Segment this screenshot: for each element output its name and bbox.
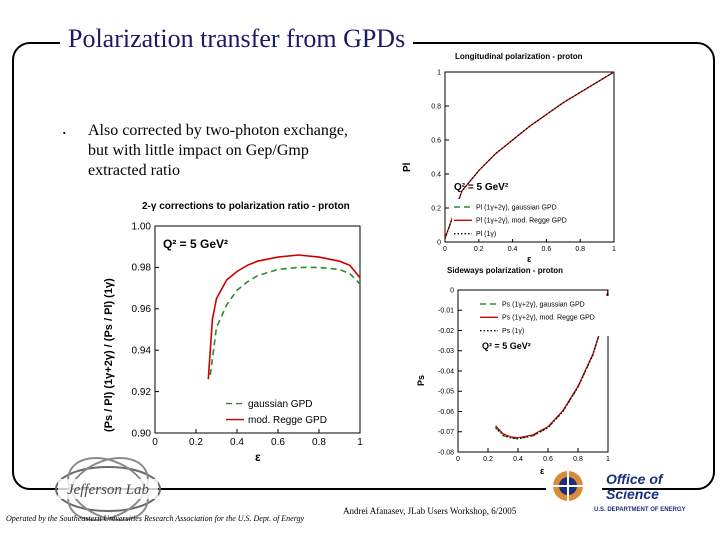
legend-entry: Pl (1γ) (476, 231, 497, 238)
y-tick-label: -0.08 (438, 449, 454, 457)
legend-entry: gaussian GPD (248, 398, 313, 410)
chart-long-annotation: Q² = 5 GeV² (454, 182, 509, 193)
chart-longitudinal (402, 52, 616, 264)
chart-long-title: Longitudinal polarization - proton (455, 52, 583, 61)
y-tick-label: -0.03 (438, 348, 454, 356)
y-tick-label: -0.07 (438, 429, 454, 437)
x-tick-label: 1 (606, 456, 610, 463)
y-tick-label: 1.00 (131, 221, 151, 233)
chart-side-title: Sideways polarization - proton (447, 266, 564, 275)
y-tick-label: -0.01 (438, 307, 454, 315)
y-tick-label: 0 (450, 287, 454, 295)
x-tick-label: 0.2 (189, 437, 203, 448)
x-tick-label: 0 (443, 246, 447, 253)
chart-side-ylabel: Ps (416, 374, 426, 386)
legend-entry: Pl (1γ+2γ), mod. Regge GPD (476, 217, 567, 225)
x-tick-label: 0 (456, 456, 460, 463)
y-tick-label: 0.4 (431, 171, 441, 179)
y-tick-label: -0.04 (438, 368, 454, 376)
x-tick-label: 0.4 (230, 437, 244, 448)
doe-line1: Office of (606, 471, 663, 487)
legend-entry: Ps (1γ+2γ), mod. Regge GPD (502, 314, 595, 322)
y-tick-label: 0.94 (131, 345, 151, 357)
x-tick-label: 0.8 (575, 246, 586, 253)
x-tick-label: 0.2 (473, 246, 484, 253)
chart-ratio-annotation: Q² = 5 GeV² (163, 237, 229, 251)
x-tick-label: 0.4 (507, 246, 518, 253)
x-tick-label: 0.4 (513, 456, 523, 463)
y-tick-label: -0.06 (438, 408, 454, 416)
doe-line3: U.S. DEPARTMENT OF ENERGY (594, 507, 686, 513)
chart-ratio-ylabel: (Ps / Pl) (1γ+2γ) / (Ps / Pl) (1γ) (103, 278, 115, 432)
footer-author: Andrei Afanasev, JLab Users Workshop, 6/2005 (343, 506, 517, 516)
chart-ratio-xlabel: ε (255, 450, 261, 464)
bullet-marker: . (62, 118, 67, 138)
legend-entry: mod. Regge GPD (248, 414, 327, 426)
bullet-text: Also corrected by two-photon exchange, but with little impact on Gep/Gmp extracted ratio (88, 122, 348, 179)
legend-entry: Pl (1γ+2γ), gaussian GPD (476, 204, 557, 212)
series-line-0 (210, 267, 360, 375)
y-tick-label: 0.92 (131, 386, 151, 398)
chart-sideways (416, 266, 610, 476)
x-tick-label: 0.6 (541, 246, 552, 253)
x-tick-label: 0.6 (543, 456, 553, 463)
x-tick-label: 1 (357, 437, 363, 448)
chart-side-xlabel: ε (540, 466, 545, 476)
chart-long-xlabel: ε (527, 254, 532, 264)
chart-ratio-title: 2-γ corrections to polarization ratio - proton (142, 201, 350, 212)
y-tick-label: 0.2 (431, 205, 441, 213)
footer-operator: Operated by the Southeastern Universities Research Association for the U.S. Dept. of Energy (6, 514, 305, 523)
y-tick-label: 0.96 (131, 304, 151, 316)
y-tick-label: 0.98 (131, 262, 151, 274)
y-tick-label: 0 (437, 239, 441, 247)
x-tick-label: 0.8 (573, 456, 583, 463)
y-tick-label: 0.6 (431, 137, 441, 145)
y-tick-label: 0.8 (431, 103, 441, 111)
x-tick-label: 0.6 (271, 437, 285, 448)
doe-logo (546, 470, 686, 513)
x-tick-label: 0.8 (312, 437, 326, 448)
y-tick-label: -0.05 (438, 388, 454, 396)
chart-ratio (103, 201, 363, 464)
chart-side-annotation: Q² = 5 GeV² (482, 341, 531, 351)
y-tick-label: -0.02 (438, 327, 454, 335)
jlab-logo-text: Jefferson Lab (66, 482, 150, 498)
x-tick-label: 1 (612, 246, 616, 253)
x-tick-label: 0 (152, 437, 158, 448)
y-tick-label: 0.90 (131, 428, 151, 440)
legend-entry: Ps (1γ+2γ), gaussian GPD (502, 301, 585, 309)
doe-line2: Science (606, 486, 659, 502)
legend-entry: Ps (1γ) (502, 328, 525, 335)
chart-long-ylabel: Pl (402, 162, 413, 172)
y-tick-label: 1 (437, 69, 441, 77)
slide-title: Polarization transfer from GPDs (68, 24, 406, 53)
x-tick-label: 0.2 (483, 456, 493, 463)
series-line-1 (208, 255, 360, 379)
